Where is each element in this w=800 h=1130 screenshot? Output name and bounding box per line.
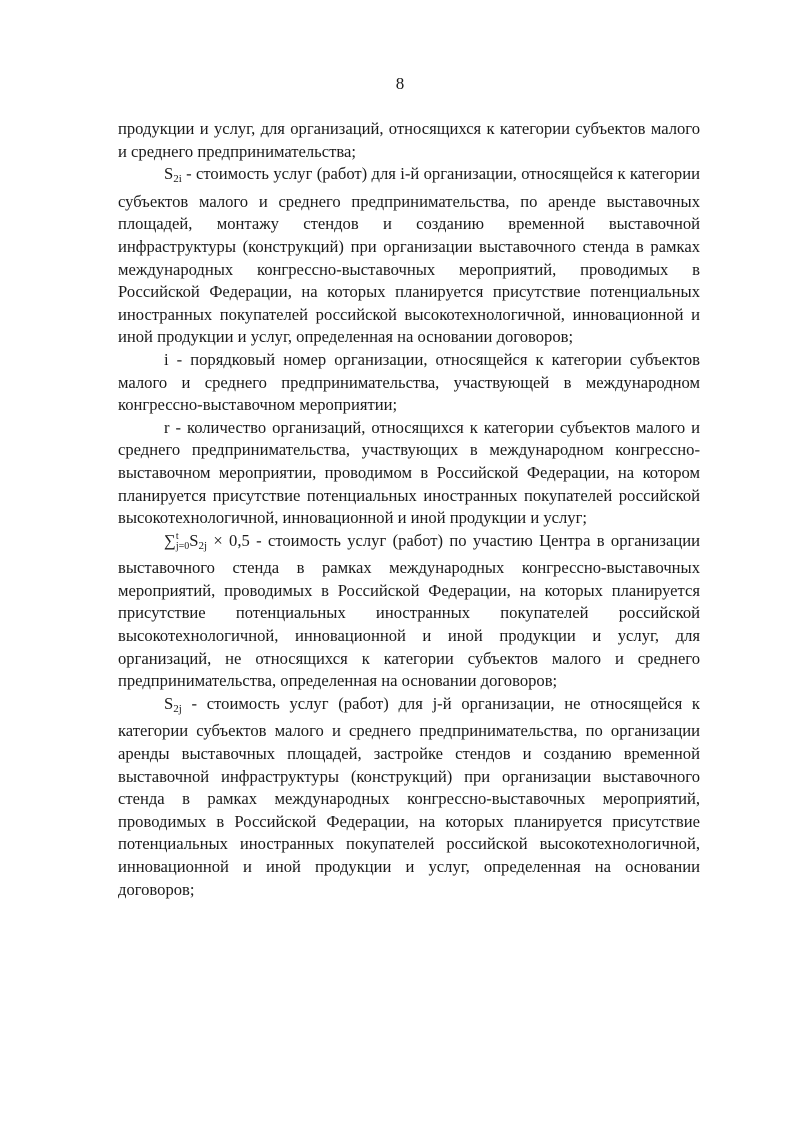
paragraph-sum-definition	[118, 530, 700, 693]
paragraph-text: - стоимость услуг (работ) для j-й организации, не относящейся к категории субъектов малого и среднего предпринимательства, по организации аренды выставочных площадей, застройке стендов и созданию временной выставочной инфраструктуры (конструкций) при организации выставочного стенда в рамках международных конгрессно-выставочных мероприятий, проводимых в Российской Федерации, на которых планируется присутствие потенциальных иностранных покупателей российской высокотехнологичной, инновационной и иной продукции и услуг, определенная на основании договоров;	[118, 693, 700, 899]
paragraph-text: - стоимость услуг (работ) для i-й организации, относящейся к категории субъектов малого и среднего предпринимательства, по аренде выставочных площадей, монтажу стендов и созданию временной выставочной инфраструктуры (конструкций) при организации выставочного стенда в рамках международных конгрессно-выставочных мероприятий, проводимых в Российской Федерации, на которых планируется присутствие потенциальных иностранных покупателей российской высокотехнологичной, инновационной и иной продукции и услуг, определенная на основании договоров;	[118, 164, 700, 347]
paragraph-i-definition: i - порядковый номер организации, относящейся к категории субъектов малого и среднего предпринимательства, участвующей в международном конгрессно-выставочном мероприятии;	[118, 349, 700, 415]
paragraph-continuation: продукции и услуг, для организаций, относящихся к категории субъектов малого и среднего предпринимательства;	[118, 119, 700, 161]
paragraph-s2j-definition	[118, 693, 700, 901]
paragraph-text: - стоимость услуг (работ) по участию Центра в организации выставочного стенда в рамках международных конгрессно-выставочных мероприятий, проводимых в Российской Федерации, на которых планируется присутствие потенциальных иностранных покупателей российской высокотехнологичной, инновационной и иной продукции и услуг, для организаций, не относящихся к категории субъектов малого и среднего предпринимательства, определенная на основании договоров;	[118, 530, 700, 691]
document-body	[118, 118, 700, 901]
formula-symbol-s2i: $S_{2i}$	[164, 164, 182, 186]
page-number: 8	[395, 74, 405, 93]
paragraph-r-definition: r - количество организаций, относящихся к категории субъектов малого и среднего предпринимательства, участвующих в международном конгрессно-выставочном мероприятии, проводимом в Российской Федерации, на котором планируется присутствие потенциальных иностранных покупателей российской высокотехнологичной, инновационной и иной продукции и услуг;	[118, 417, 700, 528]
paragraph-s2i-definition	[118, 163, 700, 349]
formula-sum: ∑ t j=0 $S_{2j} \times 0,5$	[164, 530, 250, 552]
formula-symbol-s2j: $S_{2j}$	[164, 693, 182, 715]
